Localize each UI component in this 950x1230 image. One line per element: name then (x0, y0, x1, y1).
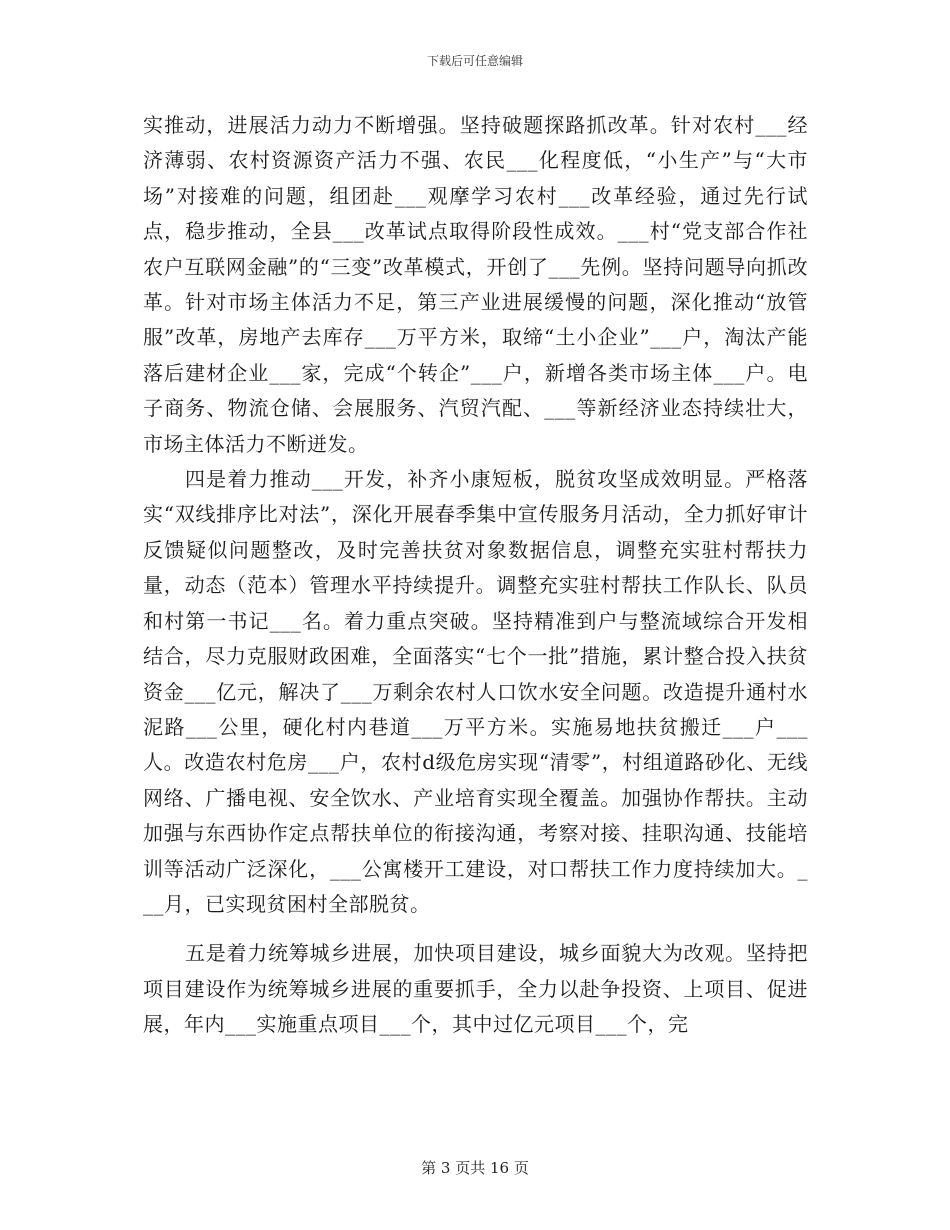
paragraph-urban-rural: 五是着力统筹城乡进展，加快项目建设，城乡面貌大为改观。坚持把项目建设作为统筹城乡进展的重要抓手，全力以赴争投资、上项目、促进展，年内___实施重点项目___个，其中过亿元项目___个，完 (143, 941, 808, 1037)
paragraph-poverty-alleviation: 四是着力推动___开发，补齐小康短板，脱贫攻坚成效明显。严格落实“双线排序比对法”，深化开展春季集中宣传服务月活动，全力抓好审计反馈疑似问题整改，及时完善扶贫对象数据信息，调整充实驻村帮扶力量，动态（范本）管理水平持续提升。调整充实驻村帮扶工作队长、队员和村第一书记___名。着力重点突破。坚持精准到户与整流域综合开发相结合，尽力克服财政困难，全面落实“七个一批”措施，累计整合投入扶贫资金___亿元，解决了___万剩余农村人口饮水安全问题。改造提升通村水泥路___公里，硬化村内巷道___万平方米。实施易地扶贫搬迁___户___人。改造农村危房___户，农村d级危房实现“清零”，村组道路砂化、无线网络、广播电视、安全饮水、产业培育实现全覆盖。加强协作帮扶。主动加强与东西协作定点帮扶单位的衔接沟通，考察对接、挂职沟通、技能培训等活动广泛深化，___公寓楼开工建设，对口帮扶工作力度持续加大。___月，已实现贫困村全部脱贫。 (143, 467, 808, 916)
page-footer: 第 3 页共 16 页 (421, 1159, 529, 1177)
paragraph-reform: 实推动，进展活力动力不断增强。坚持破题探路抓改革。针对农村___经济薄弱、农村资源资产活力不强、农民___化程度低，“小生产”与“大市场”对接难的问题，组团赴___观摩学习农村___改革经验，通过先行试点，稳步推动，全县___改革试点取得阶段性成效。___村“党支部合作社农户互联网金融”的“三变”改革模式，开创了___先例。坚持问题导向抓改革。针对市场主体活力不足，第三产业进展缓慢的问题，深化推动“放管服”改革，房地产去库存___万平方米，取缔“土小企业”___户，淘汰产能落后建材企业___家，完成“个转企”___户，新增各类市场主体___户。电子商务、物流仓储、会展服务、汽贸汽配、___等新经济业态持续壮大，市场主体活力不断迸发。 (143, 113, 808, 456)
page-header: 下载后可任意编辑 (426, 54, 523, 68)
document-body (143, 108, 808, 1043)
